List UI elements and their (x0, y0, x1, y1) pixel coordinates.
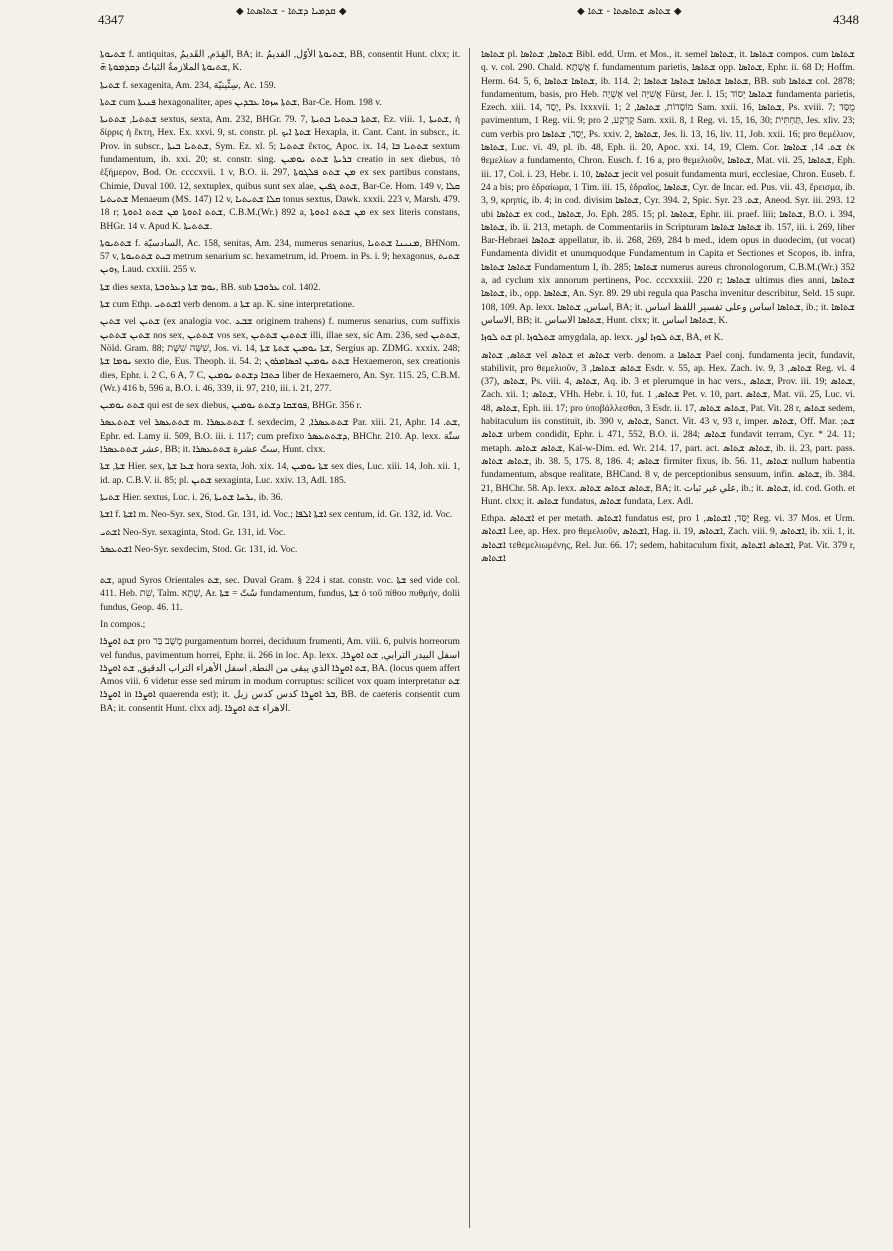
section-gap (100, 560, 460, 574)
dictionary-entry: ܫܬܐܣܐ pl. ܫܬܐܣܐ, ܫܬܐܣܐ Bibl. edd. Urm. et Mos., it. semel ܫܬܐܣܐ, it. ܫܬܐܣܐ compos. cum ܫܬܐܣܐ q. v. col. 290. Chald. אֲשָׁתָא f. fundamentum parietis, ܫܬܐܣܐ opp. ܫܬܐܣܐ, Ephr. ii. 68 D; Hoffm. Herm. 64. 5, 6, ܫܬܐܣܐ ܫܬܐܣܐ, ib. 114. 2; ܫܬܐܣܐ ܫܬܐܣܐ ܫܬܐܣܐ ܫܬܐܣܐ, BB. sub ܫܬܐܣܐ col. 2878; fundamentum, basis, pro Heb. אָשְׁיָה vel אֲשִׁיָּה Fürst, Jer. l. 15; ܫܬܐܣܐ יְסוֹד fundamenta parietis, Ezech. xiii. 14, יָסַד, Ps. lxxxvii. 1; מוֹסָדוֹת, ܫܬܐܣܐ, 2 Sam. xxii. 16, ܫܬܐܣܐ, Ps. xviii. 7; מֻסַּד pavimentum, 1 Reg. vii. 9; pro קָרְקַע, 2 Sam. xxii. 8, 1 Reg. vi. 15, 16, 30; תַּחְתִּית, Jes. xliv. 23; cum verbis pro יָסַד, ܫܬܐܣܐ, Ps. xxiv. 2, ܫܬܐܣܐ, Jes. li. 13, 16, liv. 11, Job. xxii. 16; pro θεμέλιον, ܫܬܐܣܐ, Luc. vi. 49, pl. ib. 48, Eph. ii. 20, Apoc. xxi. 14, 19, Clem. Cor. ܫܬ. 14, ܫܬܐܣܐ ἐκ θεμελίων a fundamento, Chron. Eusch. f. 16 a, pro θεμελιοῦν, ܫܬܐܣܐ, Mat. vii. 25, ܫܬܐܣܐ, Eph. iii. 17, Col. i. 23, Hebr. i. 10, ܫܬܐܣܐ jecit vel posuit fundamenta muri, ecclesiae, Chron. Euseb. f. 24 a bis; pro ἑδραίωμα, 1 Tim. iii. 15, ἑδραῖος, ܫܬܐܣܐ, Cyr. de Incar. ed. Pus. vii. 43, ἔρεισμα, ib. 3, 9, κρηπίς, ib. 4; in cod. divisim ܫܬܐܣܐ, Cyr. 394. 2, Spic. Syr. ܫܬ. 23, Aneod. Syr. iii. 293. 12 ubi ܫܬܐܣܐ ex cod., ܫܬܐܣܐ, Jo. Eph. 285. 15; pl. ܫܬܐܣܐ, Ephr. iii. praef. liii; ܫܬܐܣܐ, B.O. i. 394, ܫܬܐܣܐ, ib. ii. 213, metaph. de Commentariis in Scripturam ܫܬܐܣܐ ܫܬܐܣܐ ib. 157, iii. i. 269, liber Bar-Hebraei ܫܬܐܣܐ appellatur, ib. ii. 268, 269, 284 b med., idem opus in duodecim, (ut vocat) Fundamenta dividit et unumquodque Fundamentum in Capita et Sectiones et Scopos, ib. infra, ܫܬܐܣܐ ܫܬܐܣܐ Fundamentum I, ib. 285; ܫܬܐܣܐ numerus aureus chronologorum, C.B.M.(Wr.) 352 a, ad cyclum xix annorum pertinens, Poc. cccxxxiii. 220 r; ܫܬܐܣܐ ultimus dies anni, ܫܬܐܣܐ ܫܬܐܣܐ, ib., opp. ܫܬܐܣܐ, An. Syr. 89. 29 ubi regula qua Pascha invenitur describitur, Seld. 15 supr. 108, 109. Ap. lexx. اساس, ܫܬܐܣܐ, BA; it. ܫܬܐܣܐ اساس وعلى تفسير اللفظ اساس, ib.; it. ܫܬܐܣܐ الاساس, BB; it. ܫܬܐܣܐ الاساس, Hunt. clxx; it. ܫܬܐܣܐ اساس, K. (481, 49, 855, 326)
left-column (100, 48, 460, 1228)
dictionary-entry: ܫܬܬܥܣܪ vel ܫܬܬܥܣܪ m. ܫܬܬܥܣܪܐ f. sexdecim, ܫܬܬܥܣܪܐ, 2 Par. xiii. 21, Aphr. ܫܬ. 14, Ephr. ed. Lamy ii. 509, B.O. iii. i. 117; cum prefixo ܕܫܬܬܥܣܪ, BHChr. 210. Ap. lexx. ستّة عشر ܫܬܬܥܣܪܐ, BB; it. ستّ عشرة ܫܬܬܥܣܪܐ, Hunt. clxx. (100, 417, 460, 456)
dictionary-entry: ܫܬܝܘܬܐ f. antiquitas, القِدَم, القَديمُ, BA; it. ܫܬܝܘܬܐ الأوّل, القديمُ, BB, consentit Hunt. clxx; it. ܫܬܝܘܬܐ الملازمةُ الثباتُ ܕܩܕܡܘܬܐ ܗ̈, K. (100, 49, 460, 74)
dictionary-entry: ܐܫܬܐ f. ܐܫܬܐ m. Neo-Syr. sex, Stod. Gr. 131, id. Voc.; ܐܫܬܐ ܐܠܦܐ sex centum, id. Gr. 132, id. Voc. (100, 509, 453, 521)
dictionary-entry: ܫܬܐܣ, ܫܬܐܣ vel ܫܬܐܣ et ܫܬܐܣ verb. denom. a ܫܬܐܣܐ Pael conj. fundamenta jecit, fundavit, stabilivit, pro θεμελιοῦν, ܫܬܐܣ ܫܬܐܣܐ, 3 Esdr. v. 55, ap. Hex. Zach. iv. 9, ܫܬܐܣ, 3 Reg. vi. 4 (37), ܫܬܐܣ, Ps. viii. 4, ܫܬܐܣ, Aq. ib. 3 et plerumque in hac vers., ܫܬܐܣ, Prov. iii. 19; ܫܬܐܣ, Zach. xii. 1; ܫܬܐܣ, VHh. Hebr. i. 10, fut. ܫܬܐܣ, 1 Pet. v. 10, part. ܫܬܐܣ, Mat. vii. 25, Luc. vi. 48, ܫܬܐܣ, Eph. iii. 17; pro ὑποβάλλεσθαι, 3 Esdr. ii. 17, ܫܬܐܣ ܫܬܐܣ, Pat. Vit. 28 r, ܫܬܐܣ sedem, habitaculum iis constituit, ib. 390 v, ܫܬܐܣ, Sanct. Vit. 43 v, 93 r, imper. ܫܬܐܣ, Off. Mar. ܫܬ; ܫܬܐܣ urbem condidit, Ephr. i. 471, 552, B.O. ii. 284; ܫܬܐܣ fundavit terram, Cyr. * 24. 11; metaph. ܫܬܐܣ ܫܬܐܣ, Kal-w-Dim. ed. Wr. 214. 17, part. act. ܫܬܐܣ ܫܬܐܣ, ib. ii. 23, part. pass. ܫܬܐܣ ܫܬܐܣ, ib. 38. 5, 175. 8, 186. 4; ܫܬܐܣ firmiter fixus, ib. 56. 11, ܫܬܐܣ nullum habentia fundamentum, absque realitate, BHCand. 8 v, de perceptionibus sensuum, infin. ܫܬܐܣ, ib. 384. 21, BHChr. 58. Ap. lexx. ܫܬܐܣ ܫܬܐܣ ܫܬܐܣ, BA; it. علي غير ثبات, ib.; it. ܫܬܐܣ, id. cod. Goth. et Hunt. clxx; it. ܫܬܐܣ fundatus, ܫܬܐܣ fundata, Lex. Adl. (481, 349, 855, 507)
dictionary-entry: ܫܬ ܐܘܨܪܐ pro מֶשֶׁב בַּר purgamentum horrei, deciduum frumenti, Am. viii. 6, pulvis horreorum vel fundus, pavimentum horrei, Ephr. ii. 266 in loc. Ap. lexx. اسفل البيدر الترابي, ܫܬ ܐܘܨܪܐ, ܫܬ ܐܘܨܪܐ الذي يبقى من النطة, اسفل الأهراء التراب الدقيق, ܫܬ ܐܘܨܪܐ, BA. (locus quem affert Amos viii. 6 videtur esse sed mirum in modum corruptus: scilicet vox quam interpretatur ܫܬ ܐܘܨܪܐ in ܐܘܨܪܐ quaerenda est); it. ܒܪ ܐܘܨܪܐ كدس كدس زبل, BB. de caeteris consentit cum BA; it. consentit Hunt. clxx adj. الاهراء ܫܬ ܐܘܨܪܐ. (100, 636, 460, 714)
dictionary-entry: Ethpa. ܐܫܬܐܣ et per metath. ܐܫܬܐܣ fundatus est, pro יֻסַּד, ܐܫܬܐܣ, 1 Reg. vi. 37 Mos. et Urm. ܐܫܬܐܣ Lee, ap. Hex. pro θεμελιοῦν, ܐܫܬܐܣ, Hag. ii. 19, ܐܫܬܐܣ, Zach. viii. 9, ܐܫܬܐܣ, ib. xii. 1, it. ܐܫܬܐܣ τεθεμελιωμένης, Rel. Jur. 66. 17; sedem, habitaculum fixit, ܐܫܬܐܣ ܐܫܬܐܣ, Pat. Vit. 379 r, ܐܫܬܐܣ (481, 513, 855, 564)
page-number-left: 4347 (98, 12, 124, 27)
dictionary-entry: ܫܬܬܐ cum ܦܢܝܬܐ hexagonaliter, apes ܫܬܬܐ ܚܙܘܐ ܥܒܕܝܢ, Bar-Ce. Hom. 198 v. (100, 96, 382, 108)
dictionary-entry: ܫܬܬܝܐ, ܫܬܬܝܬܐ sextus, sexta, Am. 232, BHGr. 79. 7, ܫܬܬܐ ܒܥܬܝܐ ܒܬܝܬܐ, Ez. viii. 1, ܫܬܝܬܐ, ἡ δίρρις ἡ ἔκτη, Hex. Ex. xxvi. 9, st. constr. pl. ܫܬܬܐ ܐܝܟ Hexapla, it. Cant. Cant. in subscr., it. Prov. in subscr., ܫܬܬܝܐ ܒܝܬܐ, Sym. Ez. xl. 5; ܫܬܬܝܐ ἕκτος, Apoc. ix. 14, ܫܬܬܝܐ ܒܐ sextum fundamentum, ib. xxi. 20; st. constr. sing. ܒܪܝܬܐ ܫܬܬ ܝܘܡܝܢ creatio in sex diebus, τὸ ἑξήμερον, Bod. Or. ccccxvii. 1 v, B.O. ii. 297, ܡܢ ܫܬܬ ܦܠܓܘܬܐ ex sex partibus constans, Chimie, Duval 100. 12, sextuplex, quibus sunt sex alae, ܫܬܬ ܓܦܝܢ, Bar-Ce. Hom. 149 v, ܩܠܐ ܫܬܝܬܝܐ Menaeum (MS. 147) 12 v, ܩܠܐ ܫܬܝܬܝܐ tonus sextus, Dawk. xxxii. 223 v, Marsh. 479. 18 r; ܫܬܬ ܐܬܘܬܐ ܡܢ ܫܬܬ ܐܬܘܬܐ, C.B.M.(Wr.) 892 a, ܡܢ ܫܬܬ ܐܬܘܬܐ ex sex literis constans, BHGr. 14 v. Apud K. ܫܬܬܝܬܐ. (100, 114, 460, 232)
dictionary-entry: ܫܬܐ cum Ethp. ܐܫܬܬܝ verb denom. a ܫܬܐ ap. K. sine interpretatione. (100, 299, 355, 311)
page-number-right: 4348 (833, 12, 859, 27)
dictionary-entry: ܫܬܝܬܐ Hier. sextus, Luc. i. 26, ܝܪܚܐ ܫܬܝܬܐ, ib. 36. (100, 491, 283, 503)
running-head-right: ◆ ܫܬܐܣ ܫܬܐܣܬܐ - ܫܬܐ ◆ (577, 6, 682, 17)
dictionary-entry: ܫܬ, apud Syros Orientales ܫܬ, sec. Duval Gram. § 224 i stat. constr. voc. ܫܬܐ sed vide col. 411. Heb. שֵׁת, Talm. שְׁתָא, Ar. سُتّ = ܫܬܐ fundamentum, fundus, ܫܬܐ ὁ τοῦ πίθου πυθμήν, dolii fundus, Geop. 46. 11. (100, 575, 460, 613)
dictionary-entry: ܫܬܝܢ vel ܫܬܝܢ (ex analogia voc. ܫܒܥ originem trahens) f. numerus senarius, cum suffixis ܫܬܝܢ ܫܬܬܝܢ nos sex, ܫܬܬܝܢ vos sex, ܫܬܬܝܢ ܫܬܬܝܢ illi, illae sex, sic Am. 236, sed ܫܬܬܝܢ, Nöld. Gram. 88; שִׁשָּׁה שִׁשֶּׁת, Jos. vi. 14, ܫܬܐ ܝܘܡܝܢ ܫܬܬܐ ܫܬܐ, Sergius ap. ZDMG. xxxix. 248; ܝܘܡܐ ܫܬܐ sexto die, Eus. Theoph. ii. 54. 2; ܫܬܬ ܝܘܡܝܢ ܐܟܣܐܡܪܘܢ Hexaemeron, sex creationis dies, Ephr. i. 2 C, 6 A, 7 C, ܟܬܒܐ ܕܫܬܬ ܝܘܡܝܢ liber de Hexaemero, An. Syr. 115. 25, C.B.M.(Wr.) 416 b, 596 a, B.O. i. 46, 339, ii. 97, 210, iii. i. 21, 277. (100, 316, 460, 394)
dictionary-entry: ܫܬ ܠܘܙܐ pl. ܫܬܠܘܙܐ amygdala, ap. lexx. ܫܬ ܠܘܙܐ لوز, BA, et K. (481, 332, 724, 344)
column-divider (469, 48, 470, 1228)
dictionary-entry: ܫܬܐ dies sexta, ܝܘܡ ܫܬܐ ܕܥܪܘܒܬܐ, BB. sub ܥܪܘܒܬܐ col. 1402. (100, 281, 321, 293)
page-header (0, 0, 893, 40)
right-column (481, 48, 855, 1228)
dictionary-entry: ܐܫܬܥܣܪ Neo-Syr. sexdecim, Stod. Gr. 131, id. Voc. (100, 543, 298, 555)
dictionary-entry: ܫܬܬܝܘܬܐ f. السادسيّة, Ac. 158, senitas, Am. 234, numerus senarius, ܡܢܝܢܐ ܫܬܬܝܐ, BHNom. 57 v, ܒܝܬ ܫܬܬܝܘܬܐ metrum senarium sc. hexametrum, id. Proem. in Ps. i. 9; hexagonus, ܫܬܝܬ ܙܘܝܢ, Laud. cxxiii. 255 v. (100, 237, 460, 276)
dictionary-entry: ܫܬܐ, ܫܬܐ Hier. sex, ܫܥܐ ܫܬܐ hora sexta, Joh. xix. 14, ܫܬܐ ܝܘܡܝܢ sex dies, Luc. xiii. 14, Joh. xii. 1, id. ap. C.B.V. ii. 85; pl. ܫܬܝܢ sexaginta, Luc. xxiv. 13, Adl. 185. (100, 461, 460, 486)
subsection-label: In compos.; (100, 618, 146, 630)
dictionary-entry: ܐܫܬܝ Neo-Syr. sexaginta, Stod. Gr. 131, id. Voc. (100, 526, 286, 538)
dictionary-entry: ܫܬܬ ܝܘܡܝܢ qui est de sex diebus, ܦܘܫܩܐ ܕܫܬܬ ܝܘܡܝܢ, BHGr. 356 r. (100, 400, 362, 412)
running-head-left: ◆ ܩܕܡܝܐ ܕܫܬܐ - ܫܬܐܣܬܐ ◆ (236, 6, 347, 17)
dictionary-entry: ܫܬܝܬܐ f. sexagenita, Am. 234, سِتِّينيّة, Ac. 159. (100, 79, 276, 91)
